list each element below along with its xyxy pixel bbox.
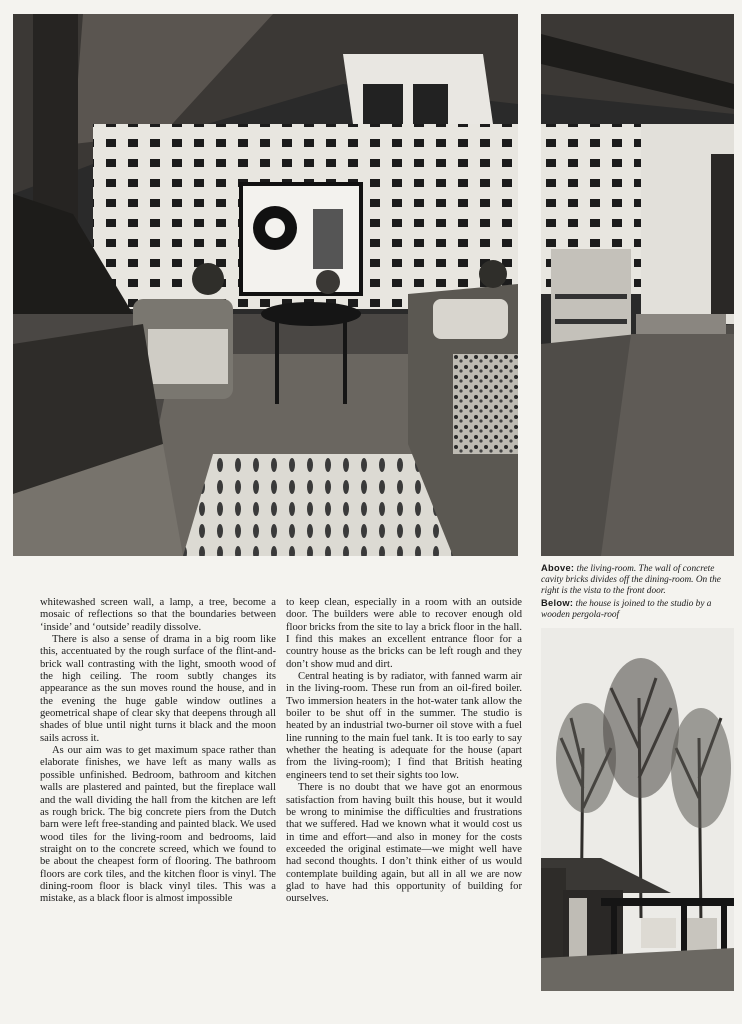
living-room-photo: [13, 14, 518, 556]
paragraph: to keep clean, especially in a room with an outside door. The builders were able to recover enough old floor bricks from the site to lay a brick floor in the hall. I find this makes an excellent entrance floor for a country house as the bricks can be left rough and they don’t show mud and dirt.: [286, 597, 522, 670]
photo-caption: [541, 563, 734, 621]
caption-below-label: Below:: [541, 597, 574, 608]
caption-above-label: Above:: [541, 563, 575, 573]
front-door-vista-photo: [541, 14, 734, 556]
paragraph: whitewashed screen wall, a lamp, a tree, become a mosaic of reflections so that the boundaries between ‘inside’ and ‘outside’ readily dissolve.: [40, 597, 276, 633]
paragraph: There is also a sense of drama in a big room like this, accentuated by the rough surface of the flint-and-brick wall contrasting with the light, smooth wood of the high ceiling. The room subtly changes its appearance as the sun moves round the house, and in the evening the huge gable window outlines a geometrical shape of clear sky that deepens through all shades of blue until night turns it black and the moon sails across it.: [40, 634, 276, 744]
pergola-studio-photo: [541, 628, 734, 991]
paragraph: Central heating is by radiator, with fanned warm air in the living-room. These run from an oil-fired boiler. Two immersion heaters in the hot-water tank allow the boiler to be shut off in the summer. The studio is heated by an industrial two-burner oil stove with a fuel line running to the main fuel tank. It is too early to say whether the heating is adequate for the house (apart from the living-room); I find that British heating engineers tend to set their sights too low.: [286, 671, 522, 781]
paragraph: As our aim was to get maximum space rather than elaborate finishes, we have left as many walls as possible unfinished. Bedroom, bathroom and kitchen walls are plastered and painted, but the fireplace wall and the wall dividing the hall from the kitchen are left as rough brick. The big concrete piers from the Dutch barn were left free-standing and painted black. We used wood tiles for the living-room and bedrooms, laid straight on to the concrete screed, which we found to be about the cheapest form of flooring. The bathroom floors are cork tiles, and the kitchen floor is vinyl. The dining-room floor is black vinyl tiles. This was a mistake, as a black floor is almost impossible: [40, 745, 276, 905]
caption-above-text: the living-room. The wall of concrete cavity bricks divides off the dining-room. On the right is the vista to the front door.: [541, 564, 721, 597]
article-column-right: [286, 597, 522, 906]
paragraph: There is no doubt that we have got an enormous satisfaction from having built this house, but it would be wrong to minimise the difficulties and frustrations that we suffered. Had we known what it would cost us in time and effort—and also in money for the costs exceeded the original estimate—we might well have had second thoughts. I don’t think either of us would contemplate building again, but all in all we are now glad to have had this opportunity of building for ourselves.: [286, 782, 522, 905]
caption-below-text: the house is joined to the studio by a wooden pergola-roof: [541, 598, 712, 620]
article-column-left: [40, 597, 276, 906]
